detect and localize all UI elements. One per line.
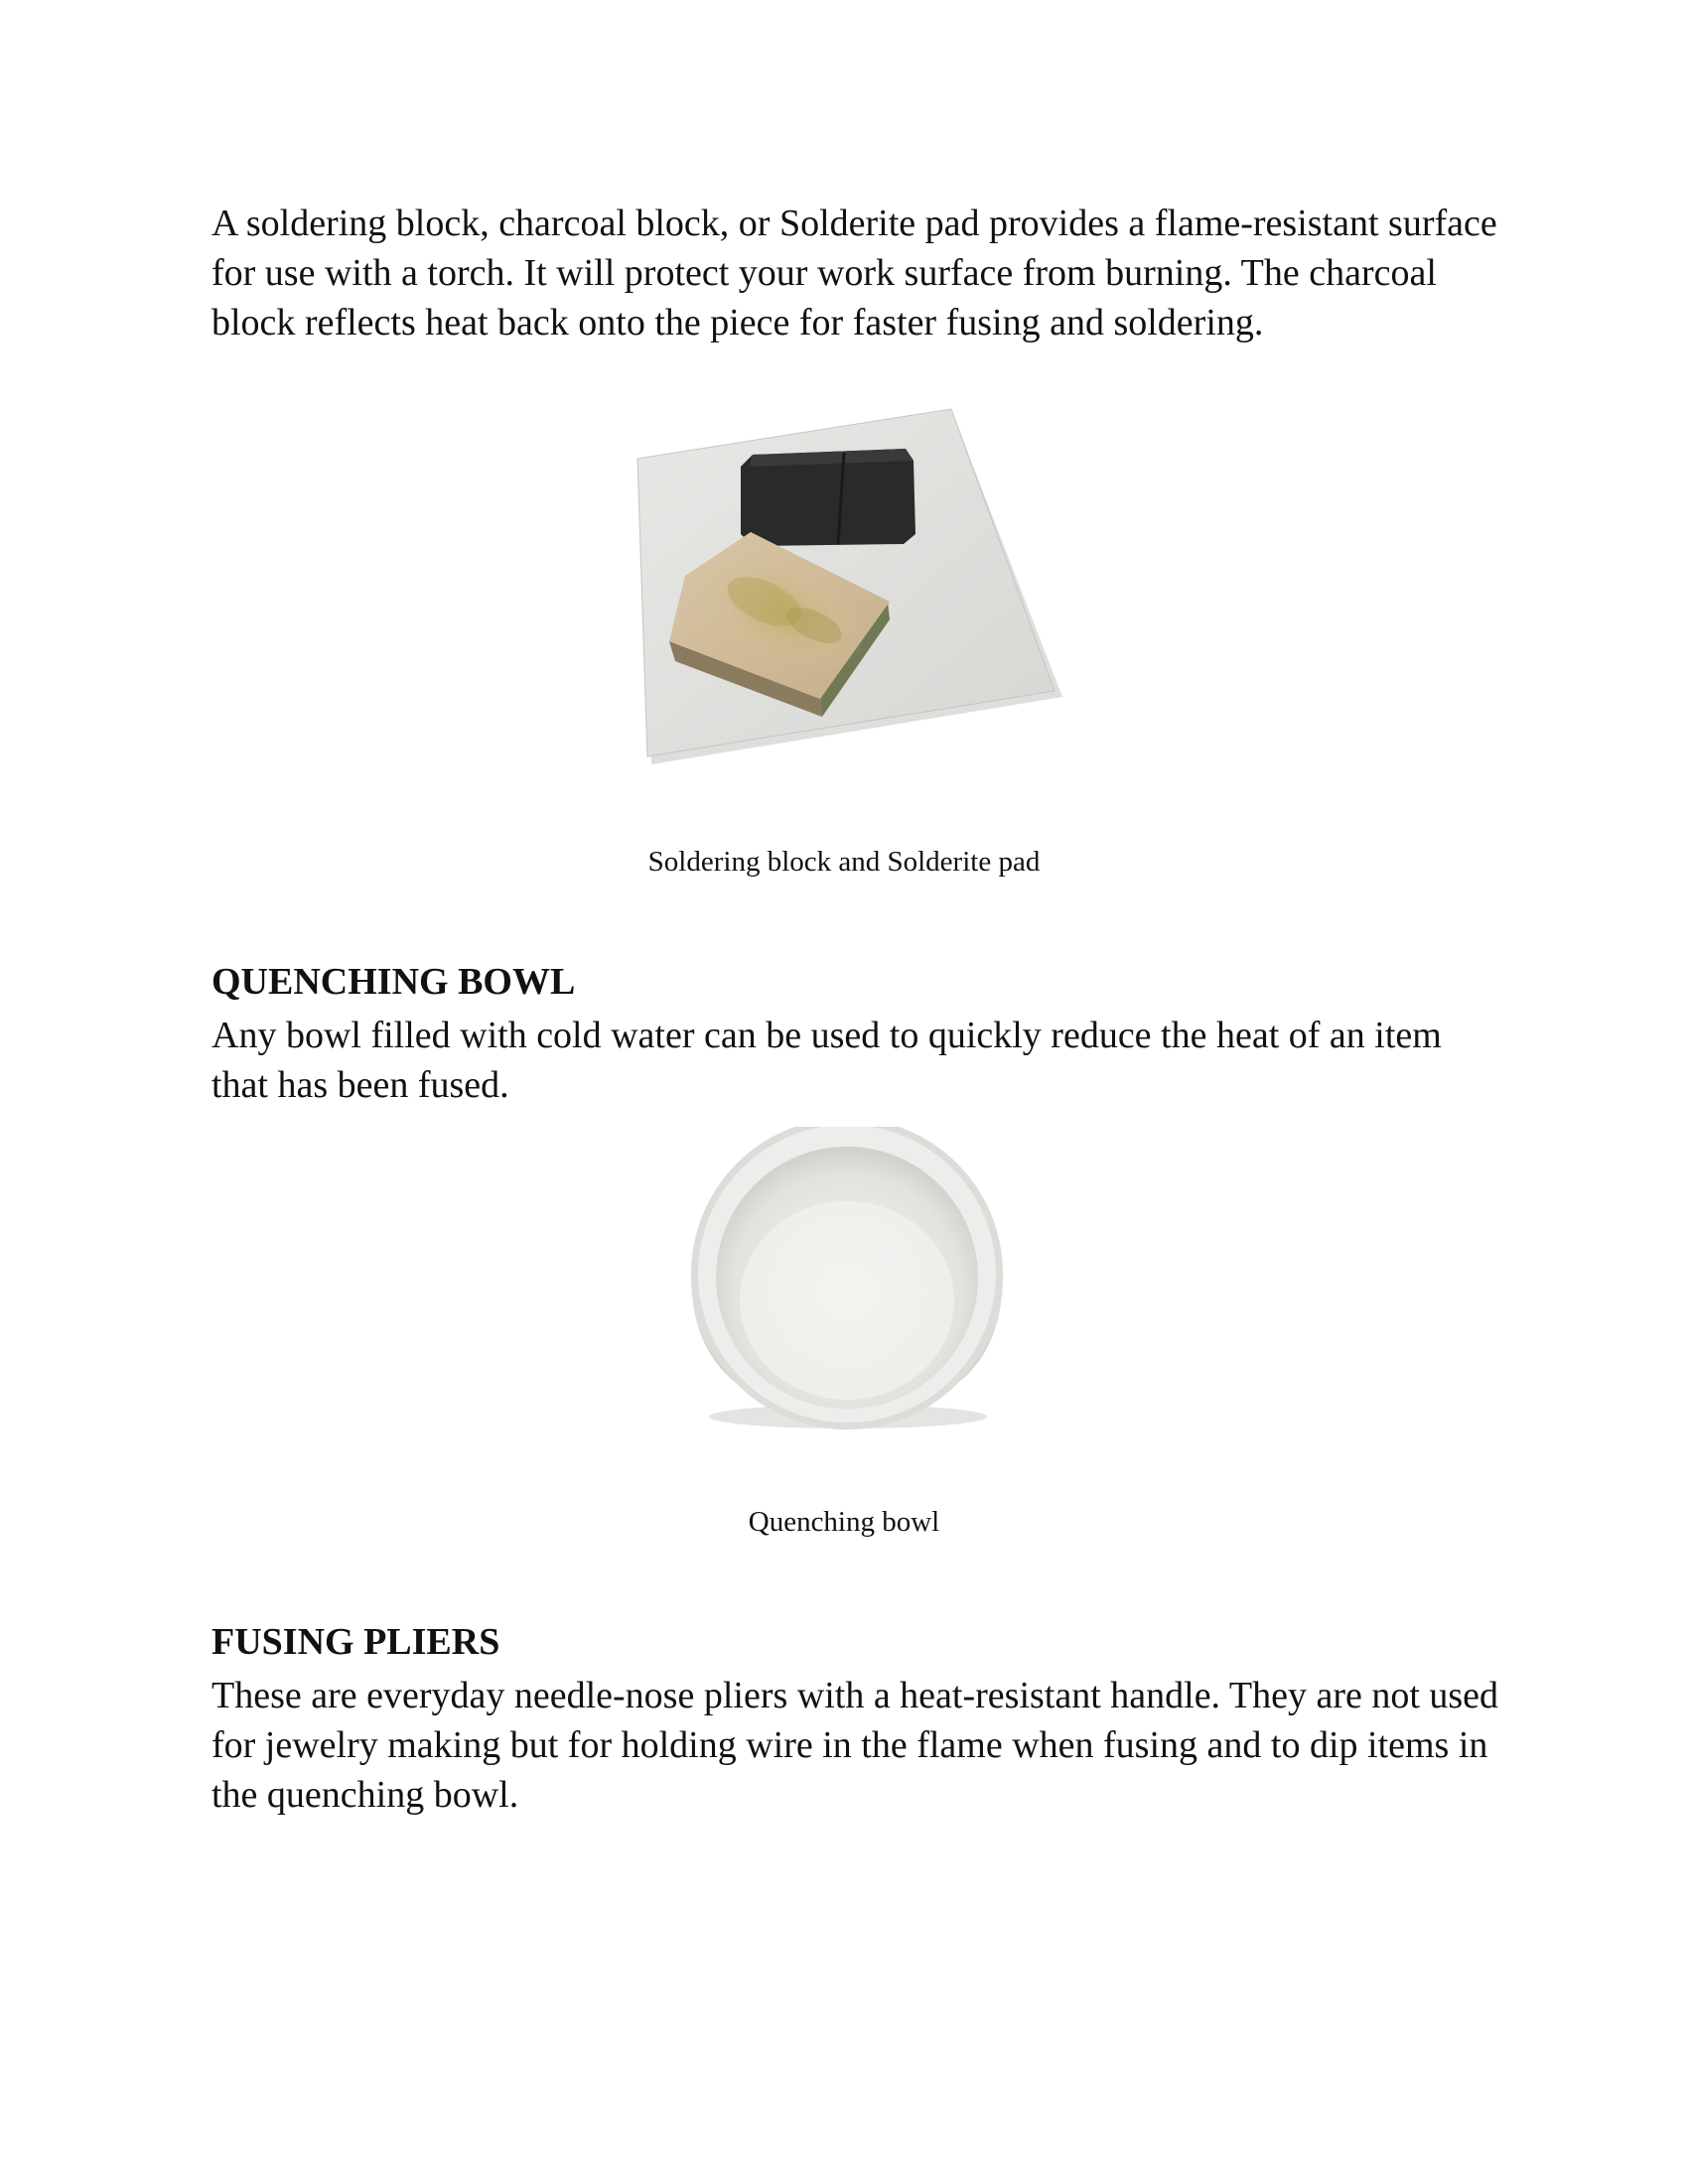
- intro-paragraph: A soldering block, charcoal block, or Solderite pad provides a flame-resistant surface for use with a torch. It will protect your work surface from burning. The charcoal block reflects heat back onto the piece for faster fusing and soldering.: [211, 203, 1497, 343]
- quenching-bowl-paragraph: Any bowl filled with cold water can be used to quickly reduce the heat of an item that has been fused.: [211, 1015, 1442, 1106]
- heading-quenching-bowl: QUENCHING BOWL: [211, 961, 576, 1003]
- figure-caption-soldering-block: Soldering block and Solderite pad: [647, 846, 1041, 878]
- heading-fusing-pliers: FUSING PLIERS: [211, 1621, 500, 1663]
- quenching-bowl-image: [683, 1127, 1011, 1430]
- soldering-block-image: [626, 407, 1072, 774]
- fusing-pliers-paragraph: These are everyday needle-nose pliers with a heat-resistant handle. They are not used for jewelry making but for holding wire in the flame when fusing and to dip items in the quenching bowl.: [211, 1675, 1499, 1816]
- figure-caption-quenching-bowl: Quenching bowl: [748, 1506, 940, 1538]
